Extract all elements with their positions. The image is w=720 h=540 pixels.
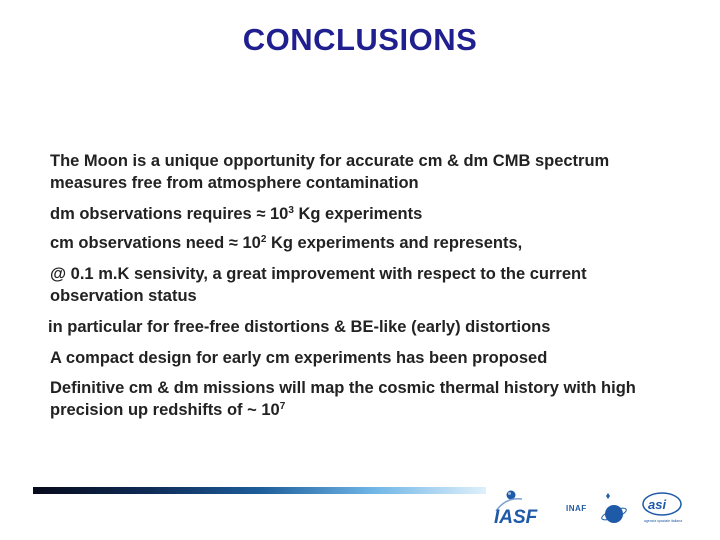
conclusion-moon-line-1: The Moon is a unique opportunity for accurate cm & dm CMB spectrum: [50, 152, 610, 170]
conclusion-sensitivity: [50, 263, 710, 307]
inaf-logo: [565, 500, 597, 514]
conclusion-cm: [50, 232, 710, 254]
slide-title: CONCLUSIONS: [242, 22, 478, 57]
conclusion-dm: [50, 203, 710, 225]
footer-gradient-bar: [33, 487, 486, 494]
conclusion-dm-text-end: Kg experiments: [293, 205, 423, 223]
conclusion-missions-text: precision up redshifts of ~ 10: [50, 401, 280, 419]
asi-star-icon: [606, 493, 610, 499]
conclusion-cm-exponent: 2: [260, 234, 267, 245]
conclusion-compact-design: A compact design for early cm experiments has been proposed: [50, 349, 548, 367]
inaf-logo-text: INAF: [566, 504, 587, 513]
conclusion-cm-text-end: Kg experiments and represents,: [266, 234, 523, 252]
asi-globe-icon: [605, 505, 623, 523]
asi-logo-text: asi: [648, 497, 667, 512]
iasf-logo-dot-icon: [507, 491, 516, 500]
conclusion-missions-exponent: 7: [279, 401, 286, 412]
asi-logo-subtext: agenzia spaziale italiana: [644, 519, 683, 523]
iasf-logo-text: IASF: [494, 507, 538, 528]
conclusion-sensitivity-line-2: observation status: [50, 287, 197, 305]
conclusion-cm-text: cm observations need ≈ 10: [50, 234, 261, 252]
conclusion-moon-line-2: measures free from atmosphere contamination: [50, 174, 419, 192]
asi-logo: [600, 488, 692, 528]
iasf-logo: [490, 487, 556, 529]
conclusion-missions-line-1: Definitive cm & dm missions will map the cosmic thermal history with high: [50, 379, 636, 397]
conclusion-sensitivity-line-1: @ 0.1 m.K sensivity, a great improvement with respect to the current: [50, 265, 587, 283]
conclusion-dm-exponent: 3: [288, 205, 294, 216]
conclusion-moon: [50, 150, 710, 194]
conclusion-dm-text: dm observations requires ≈ 10: [50, 205, 289, 223]
conclusion-distortions: in particular for free-free distortions & BE-like (early) distortions: [48, 318, 551, 336]
conclusion-missions: [50, 377, 710, 421]
